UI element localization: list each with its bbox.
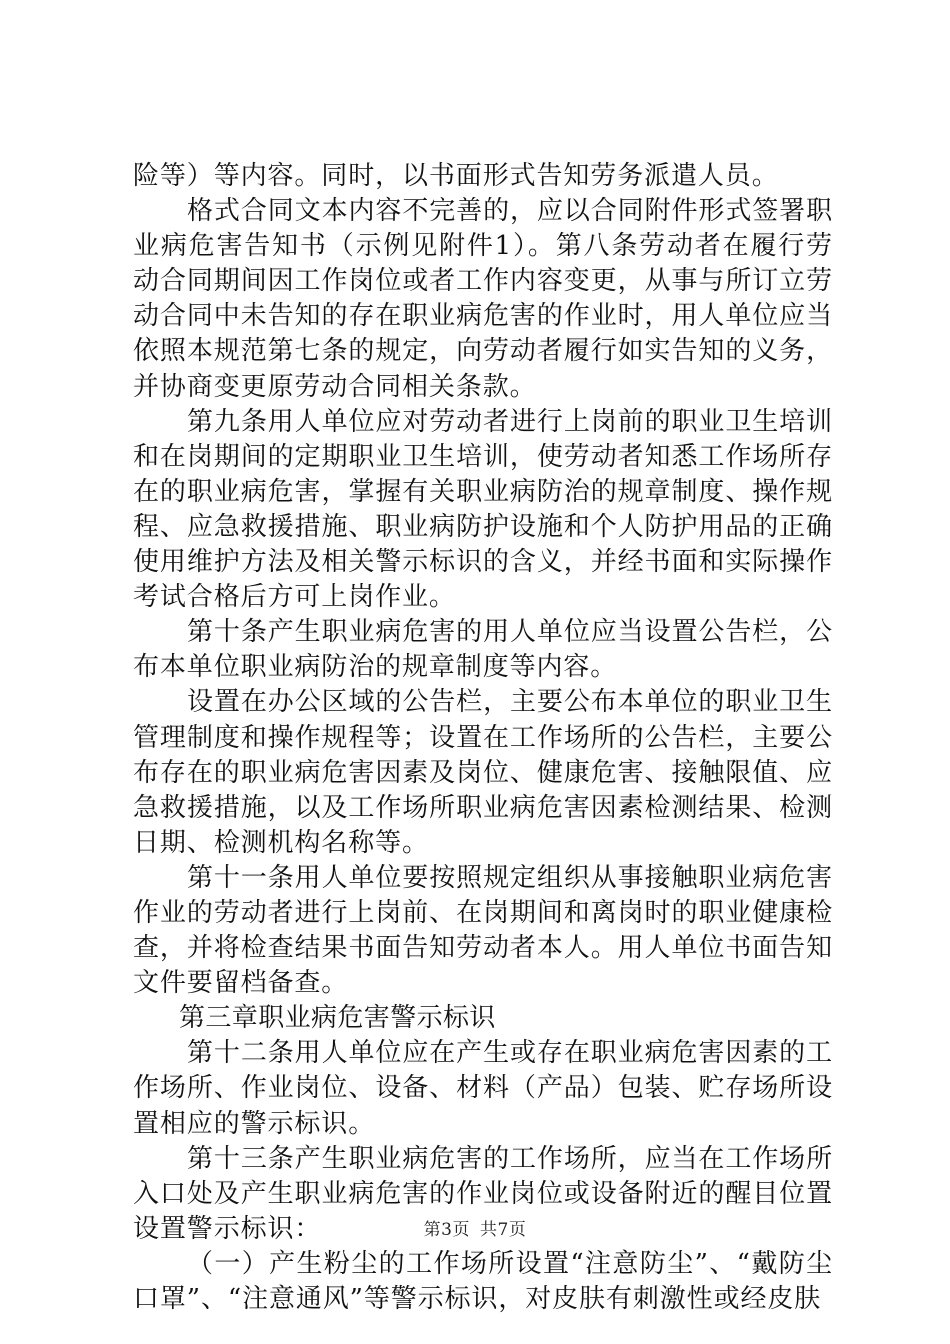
- page-number: 第3页: [423, 1220, 470, 1240]
- page-footer: [0, 1215, 950, 1240]
- paragraph-contract-template: 格式合同文本内容不完善的，应以合同附件形式签署职业病危害告知书（示例见附件1）。第八条劳动者在履行劳动合同期间因工作岗位或者工作内容变更，从事与所订立劳动合同中未告知的存在职业病危害的作业时，用人单位应当依照本规范第七条的规定，向劳动者履行如实告知的义务，并协商变更原劳动合同相关条款。: [133, 196, 833, 402]
- document-body: [133, 159, 833, 1317]
- chapter-heading: 第三章职业病危害警示标识: [179, 1003, 496, 1034]
- paragraph-item-1: （一）产生粉尘的工作场所设置“注意防尘”、“戴防尘口罩”、“注意通风”等警示标识，对皮肤有刺激性或经皮肤: [133, 1248, 833, 1314]
- paragraph-article-11: 第十一条用人单位要按照规定组织从事接触职业病危害作业的劳动者进行上岗前、在岗期间和离岗时的职业健康检查，并将检查结果书面告知劳动者本人。用人单位书面告知文件要留档备查。: [133, 862, 833, 999]
- paragraph-article-12: 第十二条用人单位应在产生或存在职业病危害因素的工作场所、作业岗位、设备、材料（产品）包装、贮存场所设置相应的警示标识。: [133, 1038, 833, 1139]
- paragraph-article-10: 第十条产生职业病危害的用人单位应当设置公告栏，公布本单位职业病防治的规章制度等内容。: [133, 617, 833, 683]
- paragraph-continuation: 险等）等内容。同时，以书面形式告知劳务派遣人员。: [133, 161, 779, 191]
- paragraph-bulletin-board: 设置在办公区域的公告栏，主要公布本单位的职业卫生管理制度和操作规程等；设置在工作场所的公告栏，主要公布存在的职业病危害因素及岗位、健康危害、接触限值、应急救援措施，以及工作场所职业病危害因素检测结果、检测日期、检测机构名称等。: [133, 687, 833, 858]
- paragraph-article-13: 第十三条产生职业病危害的工作场所，应当在工作场所入口处及产生职业病危害的作业岗位或设备附近的醒目位置设置警示标识：: [133, 1143, 833, 1244]
- paragraph-article-9: 第九条用人单位应对劳动者进行上岗前的职业卫生培训和在岗期间的定期职业卫生培训，使劳动者知悉工作场所存在的职业病危害，掌握有关职业病防治的规章制度、操作规程、应急救援措施、职业病防护设施和个人防护用品的正确使用维护方法及相关警示标识的含义，并经书面和实际操作考试合格后方可上岗作业。: [133, 406, 833, 613]
- page-total: 共7页: [480, 1220, 527, 1240]
